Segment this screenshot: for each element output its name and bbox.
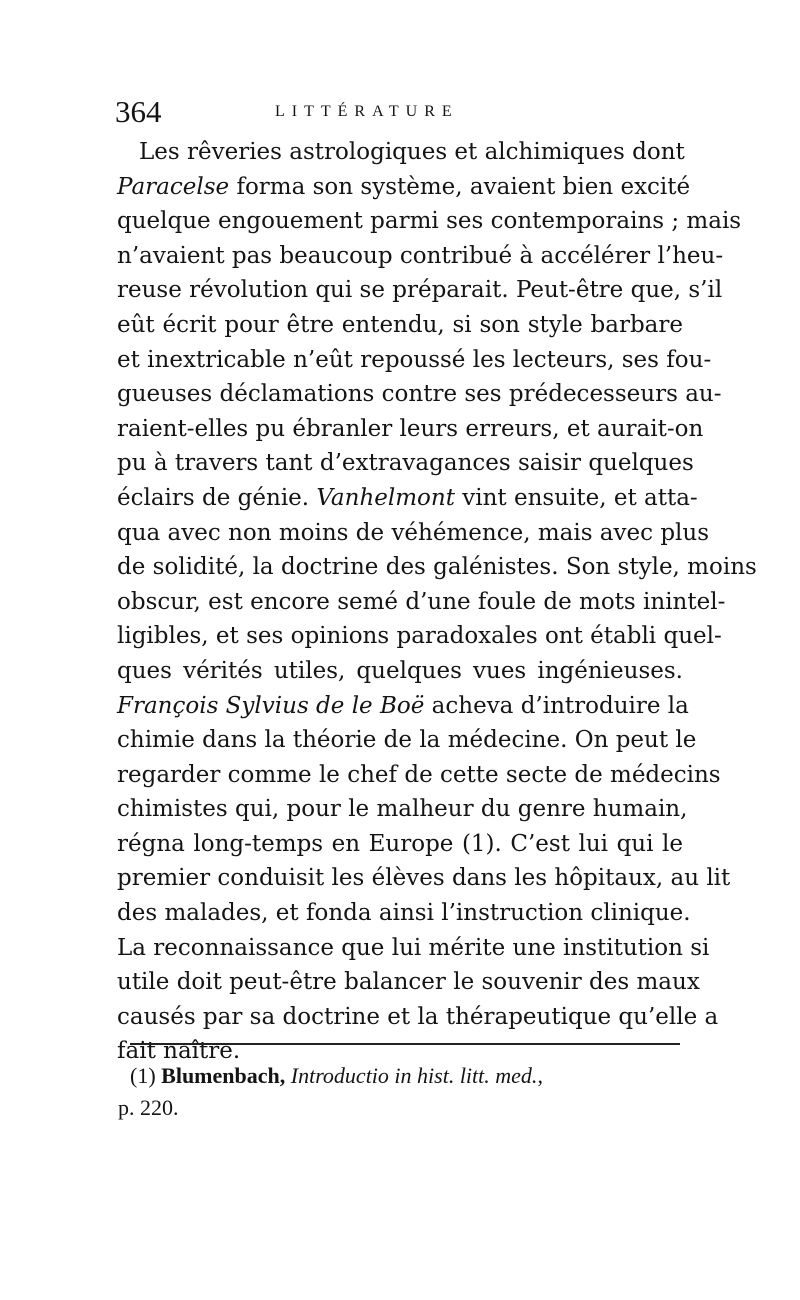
text-line: François Sylvius de le Boë acheva d’introduire la [117,692,689,719]
text-line: n’avaient pas beaucoup contribué à accélérer l’heu- [117,242,724,269]
text-line: de solidité, la doctrine des galénistes. Son style, moins [117,554,757,581]
footnote-title: Introductio in hist. litt. med. [290,1063,538,1088]
text-line: des malades, et fonda ainsi l’instruction clinique. [117,900,691,927]
footnote [118,1060,680,1124]
text-line: éclairs de génie. Vanhelmont vint ensuite, et atta- [117,484,698,511]
text-line: ques vérités utiles, quelques vues ingénieuses. [117,657,683,684]
text-line: utile doit peut-être balancer le souvenir des maux [117,969,700,996]
text-line: chimie dans la théorie de la médecine. On peut le [117,727,697,754]
text-line: obscur, est encore semé d’une foule de mots inintel- [117,588,726,615]
text-line: premier conduisit les élèves dans les hôpitaux, au lit [117,865,731,892]
text-line: reuse révolution qui se préparait. Peut-être que, s’il [117,277,723,304]
text-line: et inextricable n’eût repoussé les lecteurs, ses fou- [117,346,712,373]
footnote-divider [130,1043,680,1045]
footnote-author: Blumenbach, [161,1063,286,1088]
running-title: LITTÉRATURE [275,103,459,120]
page-number: 364 [115,94,162,129]
text-line: Paracelse forma son système, avaient bien excité [117,173,691,200]
person-name-vanhelmont: Vanhelmont [316,484,455,511]
text-line: La reconnaissance que lui mérite une institution si [117,934,710,961]
text-line: ligibles, et ses opinions paradoxales ont établi quel- [117,623,722,650]
text-line: raient-elles pu ébranler leurs erreurs, et aurait-on [117,415,704,442]
footnote-page-ref: p. 220. [118,1095,179,1120]
text-line: régna long-temps en Europe (1). C’est lui qui le [117,830,683,857]
text-line: qua avec non moins de véhémence, mais avec plus [117,519,710,546]
text-line: pu à travers tant d’extravagances saisir quelques [117,450,694,477]
page-header [115,92,535,132]
text-line: quelque engouement parmi ses contemporains ; mais [117,208,742,235]
text-line: chimistes qui, pour le malheur du genre humain, [117,796,688,823]
text-line: eût écrit pour être entendu, si son style barbare [117,311,683,338]
person-name-paracelse: Paracelse [117,173,230,200]
text-line: regarder comme le chef de cette secte de médecins [117,761,721,788]
text-line: fait naître. [117,1038,241,1065]
text-line: gueuses déclamations contre ses prédecesseurs au- [117,381,722,408]
text-line: causés par sa doctrine et la thérapeutique qu’elle a [117,1003,719,1030]
footnote-line: (1) Blumenbach, Introductio in hist. litt. med., [130,1063,543,1088]
text-line: Les rêveries astrologiques et alchimiques dont [139,139,685,165]
person-name-sylvius: François Sylvius de le Boë [117,692,425,719]
body-text [117,135,757,1069]
footnote-marker: (1) [130,1063,156,1088]
